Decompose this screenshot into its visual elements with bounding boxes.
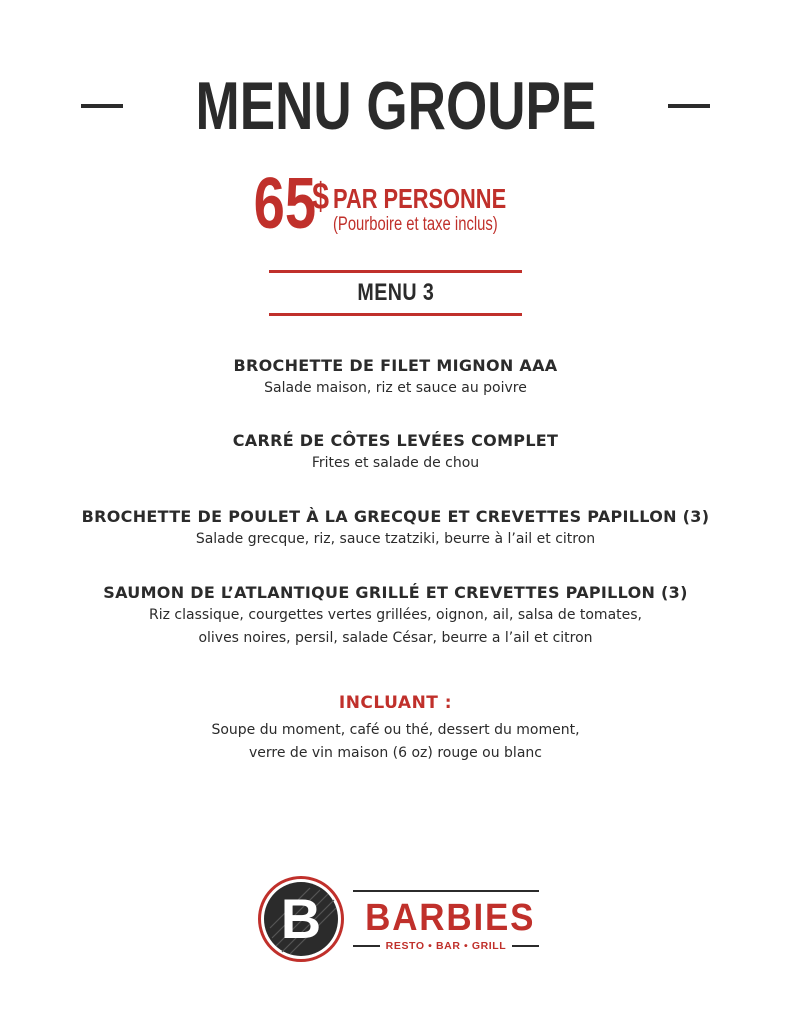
price-note: (Pourboire et taxe inclus)	[333, 214, 498, 235]
including-text	[0, 719, 791, 765]
dish-name: BROCHETTE DE FILET MIGNON AAA	[233, 356, 558, 375]
logo-top-rule	[353, 890, 539, 892]
price-per-person: PAR PERSONNE	[333, 183, 507, 214]
menu-label: MENU 3	[357, 279, 434, 306]
dish-name: CARRÉ DE CÔTES LEVÉES COMPLET	[232, 431, 559, 450]
brand-logo	[258, 876, 548, 964]
price-amount: 65	[253, 164, 316, 244]
logo-letter: B	[280, 887, 322, 950]
dish-name: SAUMON DE L’ATLANTIQUE GRILLÉ ET CREVETTES PAPILLON (3)	[103, 583, 688, 602]
dish-description: Riz classique, courgettes vertes grillées, oignon, ail, salsa de tomates,	[148, 607, 642, 623]
page-title: MENU GROUPE	[195, 68, 596, 144]
price-text	[333, 184, 555, 236]
dish-item	[0, 582, 791, 650]
price-block	[0, 164, 791, 244]
price-currency: $	[312, 176, 330, 218]
brand-tag-rule-right	[512, 945, 539, 947]
dish-description: Salade maison, riz et sauce au poivre	[264, 380, 527, 396]
dish-description: olives noires, persil, salade César, beurre a l’ail et citron	[198, 630, 593, 646]
brand-tag-row	[353, 938, 539, 954]
page-header	[0, 66, 791, 146]
dish-name: BROCHETTE DE POULET À LA GRECQUE ET CREVETTES PAPILLON (3)	[81, 507, 710, 526]
dish-item	[0, 506, 791, 551]
brand-name: BARBIES	[365, 897, 536, 939]
dish-item	[0, 355, 791, 400]
dish-item	[0, 430, 791, 475]
dish-description: Salade grecque, riz, sauce tzatziki, beurre à l’ail et citron	[195, 531, 596, 547]
title-dash-right	[668, 104, 710, 108]
brand-tagline: RESTO • BAR • GRILL	[385, 940, 507, 952]
menu-label-box	[269, 270, 522, 316]
title-dash-left	[81, 104, 123, 108]
logo-badge-icon	[258, 876, 344, 962]
dish-description: Frites et salade de chou	[311, 455, 480, 471]
including-line: verre de vin maison (6 oz) rouge ou blanc	[249, 745, 542, 761]
including-line: Soupe du moment, café ou thé, dessert du moment,	[211, 722, 580, 738]
brand-tag-rule-left	[353, 945, 380, 947]
including-title: INCLUANT :	[338, 693, 453, 713]
